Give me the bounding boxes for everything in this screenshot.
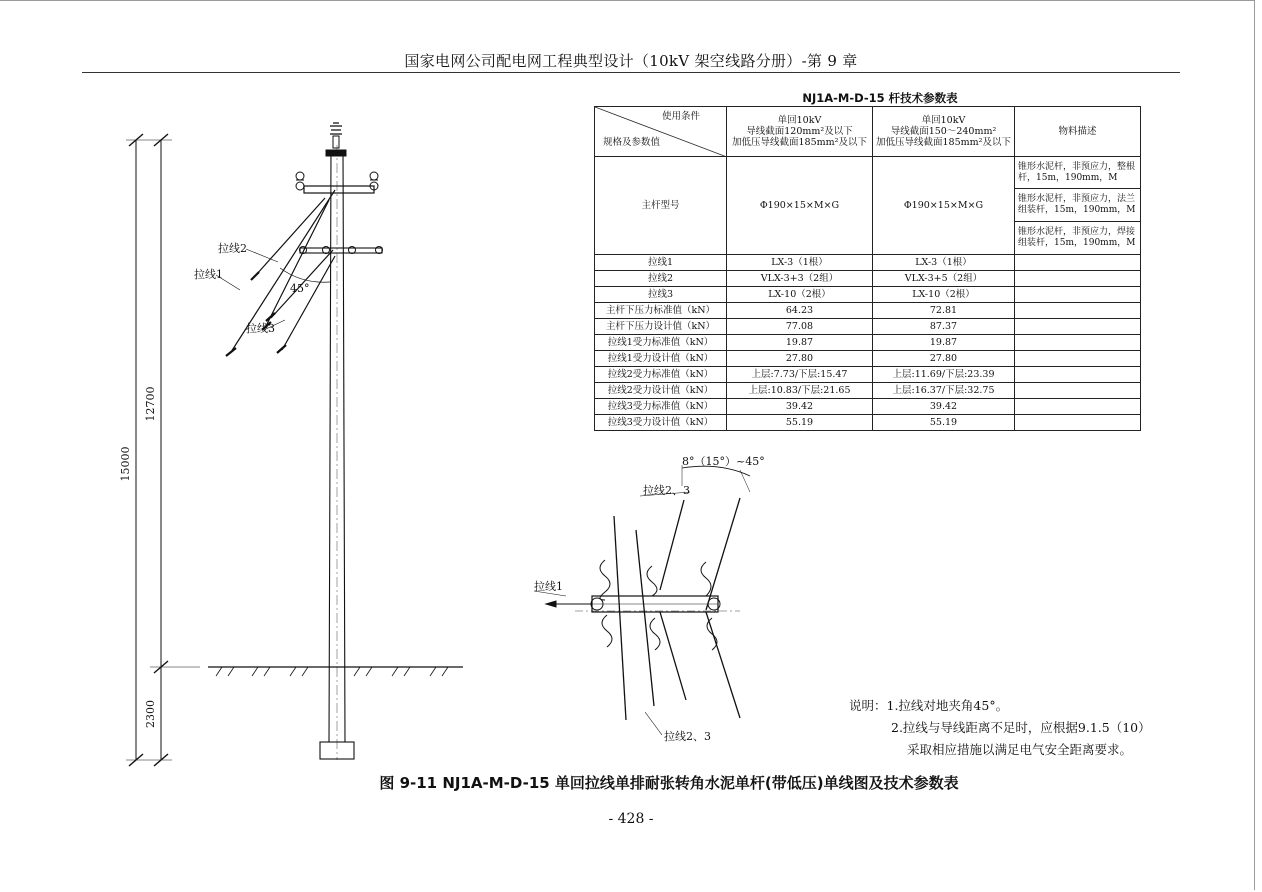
- upper-crossarm: [304, 186, 374, 193]
- main-pole-value-2: Φ190×15×M×G: [873, 157, 1015, 255]
- param-value-1-cell: 55.19: [727, 415, 873, 431]
- material-desc-1: 锥形水泥杆，非预应力，整根杆，15m，190mm，M: [1015, 157, 1141, 189]
- param-value-2-cell: 上层:11.69/下层:23.39: [873, 367, 1015, 383]
- param-label-cell: 拉线2受力标准值（kN）: [595, 367, 727, 383]
- col2-header-line2: 导线截面150～240mm²: [890, 126, 997, 137]
- pole-elevation: [126, 123, 463, 766]
- conductor-left: [614, 516, 626, 720]
- param-value-1-cell: 上层:7.73/下层:15.47: [727, 367, 873, 383]
- param-label-cell: 拉线3: [595, 287, 727, 303]
- top-insulator-icon: [326, 123, 346, 156]
- param-label-cell: 拉线3受力设计值（kN）: [595, 415, 727, 431]
- col1-header-line1: 单回10kV: [777, 115, 822, 126]
- param-value-1-cell: 19.87: [727, 335, 873, 351]
- param-value-2-cell: 上层:16.37/下层:32.75: [873, 383, 1015, 399]
- param-value-1-cell: 77.08: [727, 319, 873, 335]
- param-value-2-cell: LX-3（1根）: [873, 255, 1015, 271]
- angle-label: 45°: [290, 282, 310, 295]
- dim-above-label: 12700: [144, 386, 157, 422]
- figure-caption: 图 9-11 NJ1A-M-D-15 单回拉线单排耐张转角水泥单杆(带低压)单线图及技术参数表: [379, 774, 959, 792]
- conductor-mid-upper: [660, 500, 684, 590]
- param-label-cell: 主杆下压力设计值（kN）: [595, 319, 727, 335]
- guy-wire-2: [256, 198, 325, 275]
- param-value-2-cell: 39.42: [873, 399, 1015, 415]
- material-desc-2: 锥形水泥杆，非预应力，法兰组装杆，15m，190mm，M: [1015, 189, 1141, 222]
- note-line-3: 采取相应措施以满足电气安全距离要求。: [907, 742, 1133, 757]
- param-value-1-cell: 27.80: [727, 351, 873, 367]
- notes: [849, 695, 1151, 761]
- param-value-2-cell: 87.37: [873, 319, 1015, 335]
- conductor-mid: [636, 530, 654, 706]
- plan-label-bottom: 拉线2、3: [664, 730, 711, 743]
- plan-view: [534, 465, 750, 735]
- param-value-2-cell: VLX-3+5（2组）: [873, 271, 1015, 287]
- col2-header-line3: 加低压导线截面185mm²及以下: [876, 137, 1011, 148]
- ground-hatching: [216, 667, 448, 676]
- col3-header: 物料描述: [1015, 107, 1141, 157]
- param-value-2-cell: LX-10（2根）: [873, 287, 1015, 303]
- guy-label-2: 拉线2: [218, 242, 247, 255]
- note-line-1: 说明：1.拉线对地夹角45°。: [849, 698, 1009, 713]
- page-number: - 428 -: [608, 811, 654, 827]
- dim-buried-label: 2300: [144, 700, 157, 728]
- plan-label-left: 拉线1: [534, 580, 563, 593]
- plan-angle-label: 8°（15°）~45°: [682, 455, 765, 468]
- param-value-1-cell: VLX-3+3（2组）: [727, 271, 873, 287]
- param-label-cell: 主杆下压力标准值（kN）: [595, 303, 727, 319]
- conductor-mid-lower: [660, 612, 686, 700]
- param-label-cell: 拉线2: [595, 271, 727, 287]
- running-header: 国家电网公司配电网工程典型设计（10kV 架空线路分册）-第 9 章: [404, 52, 858, 70]
- conductor-right-lower: [706, 612, 740, 718]
- plan-label-top: 拉线2、3: [643, 484, 690, 497]
- table-title: NJ1A-M-D-15 杆技术参数表: [802, 91, 958, 105]
- corner-bottom-label: 规格及参数值: [603, 137, 661, 148]
- lower-crossarm: [300, 248, 382, 253]
- param-value-2-cell: 72.81: [873, 303, 1015, 319]
- plan-guy-arrow: [546, 601, 556, 607]
- material-desc-3: 锥形水泥杆，非预应力，焊接组装杆，15m，190mm，M: [1015, 222, 1141, 255]
- param-value-2-cell: 27.80: [873, 351, 1015, 367]
- main-pole-value-1: Φ190×15×M×G: [727, 157, 873, 255]
- dim-total-label: 15000: [119, 446, 132, 482]
- conductor-right: [706, 498, 740, 610]
- param-value-2-cell: 19.87: [873, 335, 1015, 351]
- param-value-1-cell: LX-3（1根）: [727, 255, 873, 271]
- guy-wire-2b: [266, 200, 329, 326]
- corner-top-label: 使用条件: [661, 111, 700, 122]
- guy-label-1: 拉线1: [194, 268, 223, 281]
- note-line-2: 2.拉线与导线距离不足时，应根据9.1.5（10）: [891, 720, 1151, 735]
- angle-arc: [280, 268, 330, 282]
- col1-header-line2: 导线截面120mm²及以下: [746, 126, 853, 137]
- param-value-1-cell: 上层:10.83/下层:21.65: [727, 383, 873, 399]
- col2-header-line1: 单回10kV: [921, 115, 966, 126]
- col1-header-line3: 加低压导线截面185mm²及以下: [732, 137, 867, 148]
- guy-wire-3: [282, 256, 335, 350]
- param-label-cell: 拉线1受力设计值（kN）: [595, 351, 727, 367]
- main-pole-label: 主杆型号: [595, 157, 727, 255]
- param-value-2-cell: 55.19: [873, 415, 1015, 431]
- param-label-cell: 拉线1受力标准值（kN）: [595, 335, 727, 351]
- param-value-1-cell: LX-10（2根）: [727, 287, 873, 303]
- param-label-cell: 拉线2受力设计值（kN）: [595, 383, 727, 399]
- param-label-cell: 拉线1: [595, 255, 727, 271]
- plan-leader-bottom: [645, 712, 662, 735]
- param-value-1-cell: 64.23: [727, 303, 873, 319]
- plan-angle-ext: [740, 470, 750, 492]
- guy-label-3: 拉线3: [246, 322, 275, 335]
- param-value-1-cell: 39.42: [727, 399, 873, 415]
- param-label-cell: 拉线3受力标准值（kN）: [595, 399, 727, 415]
